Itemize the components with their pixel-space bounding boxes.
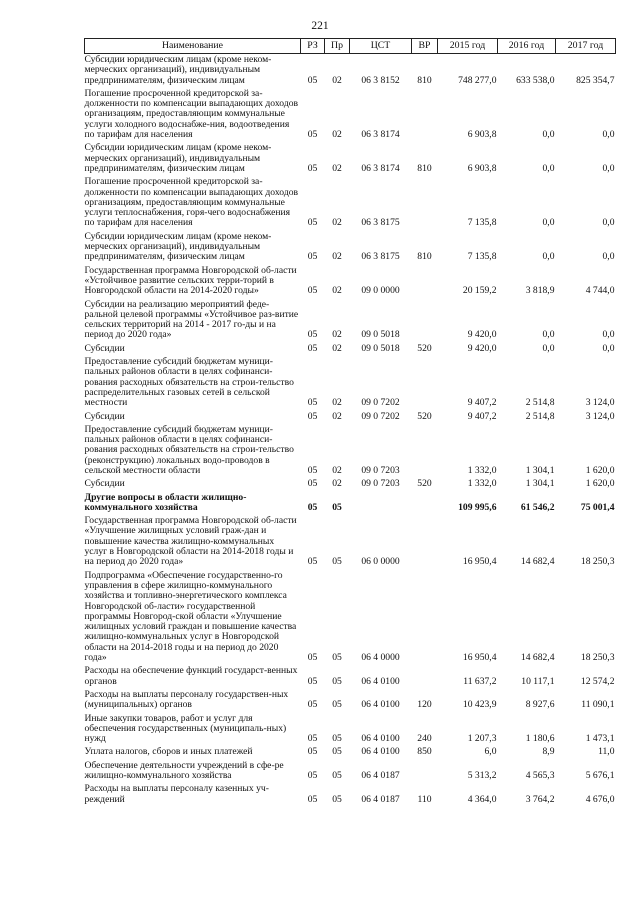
row-vr bbox=[412, 356, 438, 410]
row-2015-value: 748 277,0 bbox=[458, 74, 497, 86]
row-2016-value: 4 565,3 bbox=[525, 770, 555, 781]
row-vr bbox=[412, 265, 438, 299]
table-row bbox=[85, 478, 616, 491]
row-2017-value: 11 090,1 bbox=[581, 699, 615, 711]
row-name: Субсидии bbox=[84, 342, 125, 354]
row-rz: 05 bbox=[307, 793, 318, 805]
row-name: Уплата налогов, сборов и иных платежей bbox=[84, 746, 253, 758]
row-name: Предоставление субсидий бюджетам муници-пальных районов области в целях софинанси-рования расходных обязательств на строи-тельство распределительных газовых сетей в сельской местности bbox=[84, 356, 294, 409]
row-cst: 06 4 0100 bbox=[361, 675, 400, 687]
row-cst: 09 0 5018 bbox=[361, 329, 400, 341]
row-2015-value: 1 332,0 bbox=[467, 464, 497, 476]
row-2016-value: 3 764,2 bbox=[525, 793, 555, 805]
table-row bbox=[85, 54, 616, 88]
row-name: Субсидии юридическим лицам (кроме неком-мерческих организаций), индивидуальным предпринимателям, физическим лицам bbox=[84, 142, 272, 174]
row-2017-value: 18 250,3 bbox=[580, 652, 615, 664]
table-row bbox=[85, 88, 616, 142]
row-rz: 05 bbox=[307, 733, 318, 745]
row-name: Субсидии юридическим лицам (кроме неком-мерческих организаций), индивидуальным предпринимателям, физическим лицам bbox=[84, 230, 272, 263]
row-rz: 05 bbox=[307, 285, 318, 297]
row-2016-value: 0,0 bbox=[542, 129, 555, 141]
row-pr: 05 bbox=[332, 746, 342, 758]
row-2016-value: 0,0 bbox=[542, 342, 555, 354]
row-vr: 520 bbox=[417, 342, 432, 354]
row-2017-value: 0,0 bbox=[602, 162, 615, 174]
row-vr bbox=[412, 570, 438, 666]
row-2016-value: 0,0 bbox=[542, 329, 555, 341]
table-row bbox=[85, 231, 616, 265]
row-2015-value: 6 903,8 bbox=[467, 162, 497, 174]
row-2015-value: 7 135,8 bbox=[467, 251, 497, 263]
row-vr: 810 bbox=[417, 74, 432, 86]
row-rz: 05 bbox=[307, 699, 318, 711]
row-2016-value: 0,0 bbox=[542, 162, 555, 174]
row-2016-value: 1 180,6 bbox=[525, 733, 555, 745]
table-row bbox=[85, 665, 616, 689]
table-row bbox=[85, 356, 616, 410]
row-rz: 05 bbox=[307, 342, 318, 354]
row-2015-value: 4 364,0 bbox=[467, 793, 497, 805]
table-row bbox=[85, 713, 616, 747]
row-vr bbox=[412, 760, 438, 784]
page-number: 221 bbox=[311, 20, 329, 32]
row-rz: 05 bbox=[307, 746, 318, 758]
row-vr: 120 bbox=[417, 699, 432, 711]
row-rz: 05 bbox=[307, 410, 318, 422]
row-rz: 05 bbox=[307, 652, 318, 664]
row-2016-value: 0,0 bbox=[542, 251, 555, 263]
header-vr: ВР bbox=[412, 39, 438, 54]
table-row bbox=[85, 176, 616, 230]
row-pr: 02 bbox=[332, 285, 342, 297]
table-row bbox=[85, 142, 616, 176]
row-2016-value: 0,0 bbox=[542, 217, 555, 229]
row-name: Расходы на выплаты персоналу государствен-ных (муниципальных) органов bbox=[84, 688, 289, 711]
row-pr: 02 bbox=[332, 129, 342, 141]
row-name: Расходы на обеспечение функций государст-венных органов bbox=[84, 665, 298, 687]
row-vr: 520 bbox=[417, 410, 432, 422]
row-vr bbox=[412, 665, 438, 689]
row-rz: 05 bbox=[307, 129, 318, 141]
row-2015-value: 10 423,9 bbox=[462, 699, 497, 711]
row-vr bbox=[412, 299, 438, 343]
row-cst: 06 3 8174 bbox=[361, 162, 400, 174]
row-pr: 05 bbox=[332, 793, 342, 805]
row-cst: 09 0 7203 bbox=[361, 478, 400, 490]
row-2016-value: 8 927,6 bbox=[525, 699, 555, 711]
row-name: Государственная программа Новгородской об-ласти «Устойчивое развитие сельских терри-торий в Новгородской области на 2014-2020 годы» bbox=[84, 264, 297, 297]
row-2017-value: 0,0 bbox=[602, 251, 615, 263]
row-2015-value: 6,0 bbox=[484, 746, 497, 758]
row-2017-value: 5 676,1 bbox=[585, 770, 615, 781]
row-cst: 06 4 0187 bbox=[361, 793, 400, 805]
row-2016-value: 10 117,1 bbox=[521, 675, 555, 687]
row-2016-value: 3 818,9 bbox=[525, 285, 555, 297]
table-row bbox=[85, 343, 616, 356]
row-cst: 06 4 0000 bbox=[361, 652, 400, 664]
row-name: Субсидии bbox=[84, 478, 125, 490]
row-name: Другие вопросы в области жилищно-коммунального хозяйства bbox=[84, 491, 247, 513]
row-cst: 06 3 8175 bbox=[361, 217, 400, 229]
row-2017-value: 0,0 bbox=[602, 342, 615, 354]
row-2017-value: 1 620,0 bbox=[585, 464, 615, 476]
header-name: Наименование bbox=[85, 39, 301, 54]
row-cst: 09 0 0000 bbox=[361, 285, 400, 297]
row-vr bbox=[412, 424, 438, 478]
row-pr: 02 bbox=[332, 478, 342, 490]
row-2017-value: 0,0 bbox=[602, 217, 615, 229]
row-2017-value: 4 676,0 bbox=[585, 793, 615, 805]
row-2016-value: 2 514,8 bbox=[525, 410, 555, 422]
row-2016-value: 61 546,2 bbox=[520, 501, 555, 513]
row-cst: 06 4 0100 bbox=[361, 733, 400, 745]
table-body bbox=[85, 54, 616, 807]
table-row bbox=[85, 783, 616, 807]
row-vr bbox=[412, 176, 438, 230]
row-vr: 810 bbox=[417, 251, 432, 263]
row-2015-value: 1 207,3 bbox=[467, 733, 497, 745]
row-name: Расходы на выплаты персоналу казенных уч-реждений bbox=[84, 783, 269, 805]
row-2015-value: 6 903,8 bbox=[467, 129, 497, 141]
row-pr: 05 bbox=[332, 675, 342, 687]
table-row bbox=[85, 515, 616, 569]
row-2017-value: 4 744,0 bbox=[585, 285, 615, 297]
row-pr: 02 bbox=[332, 217, 342, 229]
row-pr: 05 bbox=[332, 733, 342, 745]
row-name: Субсидии юридическим лицам (кроме неком-мерческих организаций), индивидуальным предпринимателям, физическим лицам bbox=[84, 54, 272, 86]
row-cst: 09 0 7202 bbox=[361, 397, 400, 409]
row-pr: 02 bbox=[332, 251, 342, 263]
row-pr: 02 bbox=[332, 74, 342, 86]
row-rz: 05 bbox=[307, 217, 318, 229]
row-2015-value: 9 420,0 bbox=[467, 342, 497, 354]
header-pr: Пр bbox=[325, 39, 350, 54]
row-2015-value: 109 995,6 bbox=[458, 501, 497, 513]
row-rz: 05 bbox=[307, 675, 318, 687]
table-row bbox=[85, 424, 616, 478]
row-pr: 02 bbox=[332, 397, 342, 409]
row-2015-value: 16 950,4 bbox=[462, 556, 497, 568]
table-row bbox=[85, 411, 616, 424]
row-name: Государственная программа Новгородской об-ласти «Улучшение жилищных условий граж-дан и повышение качества жилищно-коммунальных услуг в Новгородской области на 2014-2018 годы и на период до 2020 года» bbox=[84, 515, 297, 568]
row-2016-value: 14 682,4 bbox=[520, 652, 555, 664]
row-pr: 05 bbox=[332, 501, 342, 513]
row-pr: 02 bbox=[332, 162, 342, 174]
row-vr: 110 bbox=[417, 793, 432, 805]
header-cst: ЦСТ bbox=[350, 39, 412, 54]
row-2015-value: 11 637,2 bbox=[463, 675, 497, 687]
row-pr: 02 bbox=[332, 342, 342, 354]
row-2017-value: 0,0 bbox=[602, 329, 615, 341]
row-2017-value: 12 574,2 bbox=[580, 675, 615, 687]
row-name: Иные закупки товаров, работ и услуг для обеспечения государственных (муниципаль-ных) нужд bbox=[84, 712, 287, 745]
row-pr: 02 bbox=[332, 410, 342, 422]
row-rz: 05 bbox=[307, 770, 318, 781]
row-cst: 06 4 0100 bbox=[361, 746, 400, 758]
table-row bbox=[85, 570, 616, 666]
row-2015-value: 1 332,0 bbox=[467, 478, 497, 490]
row-2017-value: 825 354,7 bbox=[576, 74, 615, 86]
row-2015-value: 20 159,2 bbox=[462, 285, 497, 297]
header-2016: 2016 год bbox=[498, 39, 556, 54]
row-2015-value: 5 313,2 bbox=[467, 770, 497, 781]
row-2016-value: 1 304,1 bbox=[525, 478, 555, 490]
row-vr bbox=[412, 88, 438, 142]
row-name: Обеспечение деятельности учреждений в сфе-ре жилищно-коммунального хозяйства bbox=[84, 759, 284, 781]
table-row bbox=[85, 760, 616, 784]
row-rz: 05 bbox=[307, 397, 318, 409]
row-2017-value: 1 473,1 bbox=[585, 733, 615, 745]
row-pr: 05 bbox=[332, 770, 342, 781]
row-2017-value: 11,0 bbox=[598, 746, 615, 758]
row-cst: 09 0 7203 bbox=[361, 464, 400, 476]
row-2016-value: 2 514,8 bbox=[525, 397, 555, 409]
row-2017-value: 18 250,3 bbox=[580, 556, 615, 568]
row-cst: 09 0 7202 bbox=[361, 410, 400, 422]
row-rz: 05 bbox=[307, 478, 318, 490]
row-2017-value: 3 124,0 bbox=[585, 410, 615, 422]
row-cst: 06 3 8174 bbox=[361, 129, 400, 141]
budget-table bbox=[84, 38, 616, 807]
row-vr: 520 bbox=[417, 478, 432, 490]
row-rz: 05 bbox=[307, 251, 318, 263]
row-rz: 05 bbox=[307, 464, 318, 476]
row-pr: 02 bbox=[332, 329, 342, 341]
row-rz: 05 bbox=[307, 162, 318, 174]
row-vr: 850 bbox=[417, 746, 432, 758]
row-vr: 240 bbox=[417, 733, 432, 745]
row-2015-value: 9 407,2 bbox=[467, 397, 497, 409]
row-pr: 02 bbox=[332, 464, 342, 476]
row-rz: 05 bbox=[307, 329, 318, 341]
row-2015-value: 16 950,4 bbox=[462, 652, 497, 664]
table-row bbox=[85, 689, 616, 713]
row-cst: 06 0 0000 bbox=[361, 556, 400, 568]
row-cst bbox=[350, 492, 412, 516]
row-cst: 06 3 8175 bbox=[361, 251, 400, 263]
row-rz: 05 bbox=[307, 74, 318, 86]
row-2017-value: 0,0 bbox=[602, 129, 615, 141]
row-2015-value: 9 420,0 bbox=[467, 329, 497, 341]
row-2016-value: 8,9 bbox=[542, 746, 555, 758]
row-name: Субсидии на реализацию мероприятий феде-ральной целевой программы «Устойчивое раз-витие сельских территорий на 2014 - 2017 го-ды и на период до 2020 года» bbox=[84, 298, 299, 341]
table-row bbox=[85, 299, 616, 343]
row-vr: 810 bbox=[417, 162, 432, 174]
row-2016-value: 633 538,0 bbox=[516, 74, 555, 86]
row-2015-value: 9 407,2 bbox=[467, 410, 497, 422]
header-2015: 2015 год bbox=[438, 39, 498, 54]
row-pr: 05 bbox=[332, 699, 342, 711]
row-cst: 06 4 0100 bbox=[361, 699, 400, 711]
table-row bbox=[85, 746, 616, 759]
row-2015-value: 7 135,8 bbox=[467, 217, 497, 229]
row-pr: 05 bbox=[332, 556, 342, 568]
row-name: Погашение просроченной кредиторской за-долженности по компенсации выпадающих доходов организациям, предоставляющим коммунальные услуги теплоснабжения, горя-чего водоснабжения по тарифам для населения bbox=[84, 176, 299, 229]
table-header-row bbox=[85, 39, 616, 54]
row-2016-value: 1 304,1 bbox=[525, 464, 555, 476]
row-2017-value: 1 620,0 bbox=[585, 478, 615, 490]
header-rz: РЗ bbox=[301, 39, 325, 54]
row-name: Погашение просроченной кредиторской за-долженности по компенсации выпадающих доходов организациям, предоставляющим коммунальные услуги холодного водоснабже-ния, водоотведения по тарифам для населения bbox=[84, 87, 299, 141]
row-2017-value: 3 124,0 bbox=[585, 397, 615, 409]
row-2017-value: 75 001,4 bbox=[580, 501, 615, 513]
row-name: Подпрограмма «Обеспечение государственно-го управления в сфере жилищно-коммунального хозяйства и топливно-энергетического комплекса Новгородской об-ласти» государственной программы Новгород-ской области «Улучшение жилищных условий граждан и повышение качества жилищно-коммунальных услуг в Новгородской области на 2014-2018 годы и на период до 2020 года» bbox=[84, 569, 297, 664]
row-cst: 06 4 0187 bbox=[361, 770, 400, 781]
row-name: Субсидии bbox=[84, 410, 125, 422]
row-name: Предоставление субсидий бюджетам муници-пальных районов области в целях софинанси-рования расходных обязательств на строи-тельство (реконструкцию) локальных водо-проводов в сельской местности области bbox=[84, 423, 294, 476]
header-2017: 2017 год bbox=[556, 39, 616, 54]
row-vr bbox=[412, 515, 438, 569]
table-row bbox=[85, 492, 616, 516]
row-rz: 05 bbox=[307, 501, 318, 513]
row-rz: 05 bbox=[307, 556, 318, 568]
row-cst: 09 0 5018 bbox=[361, 342, 400, 354]
table-row bbox=[85, 265, 616, 299]
row-2016-value: 14 682,4 bbox=[520, 556, 555, 568]
row-pr: 05 bbox=[332, 652, 342, 664]
row-vr bbox=[412, 492, 438, 516]
row-cst: 06 3 8152 bbox=[361, 74, 400, 86]
